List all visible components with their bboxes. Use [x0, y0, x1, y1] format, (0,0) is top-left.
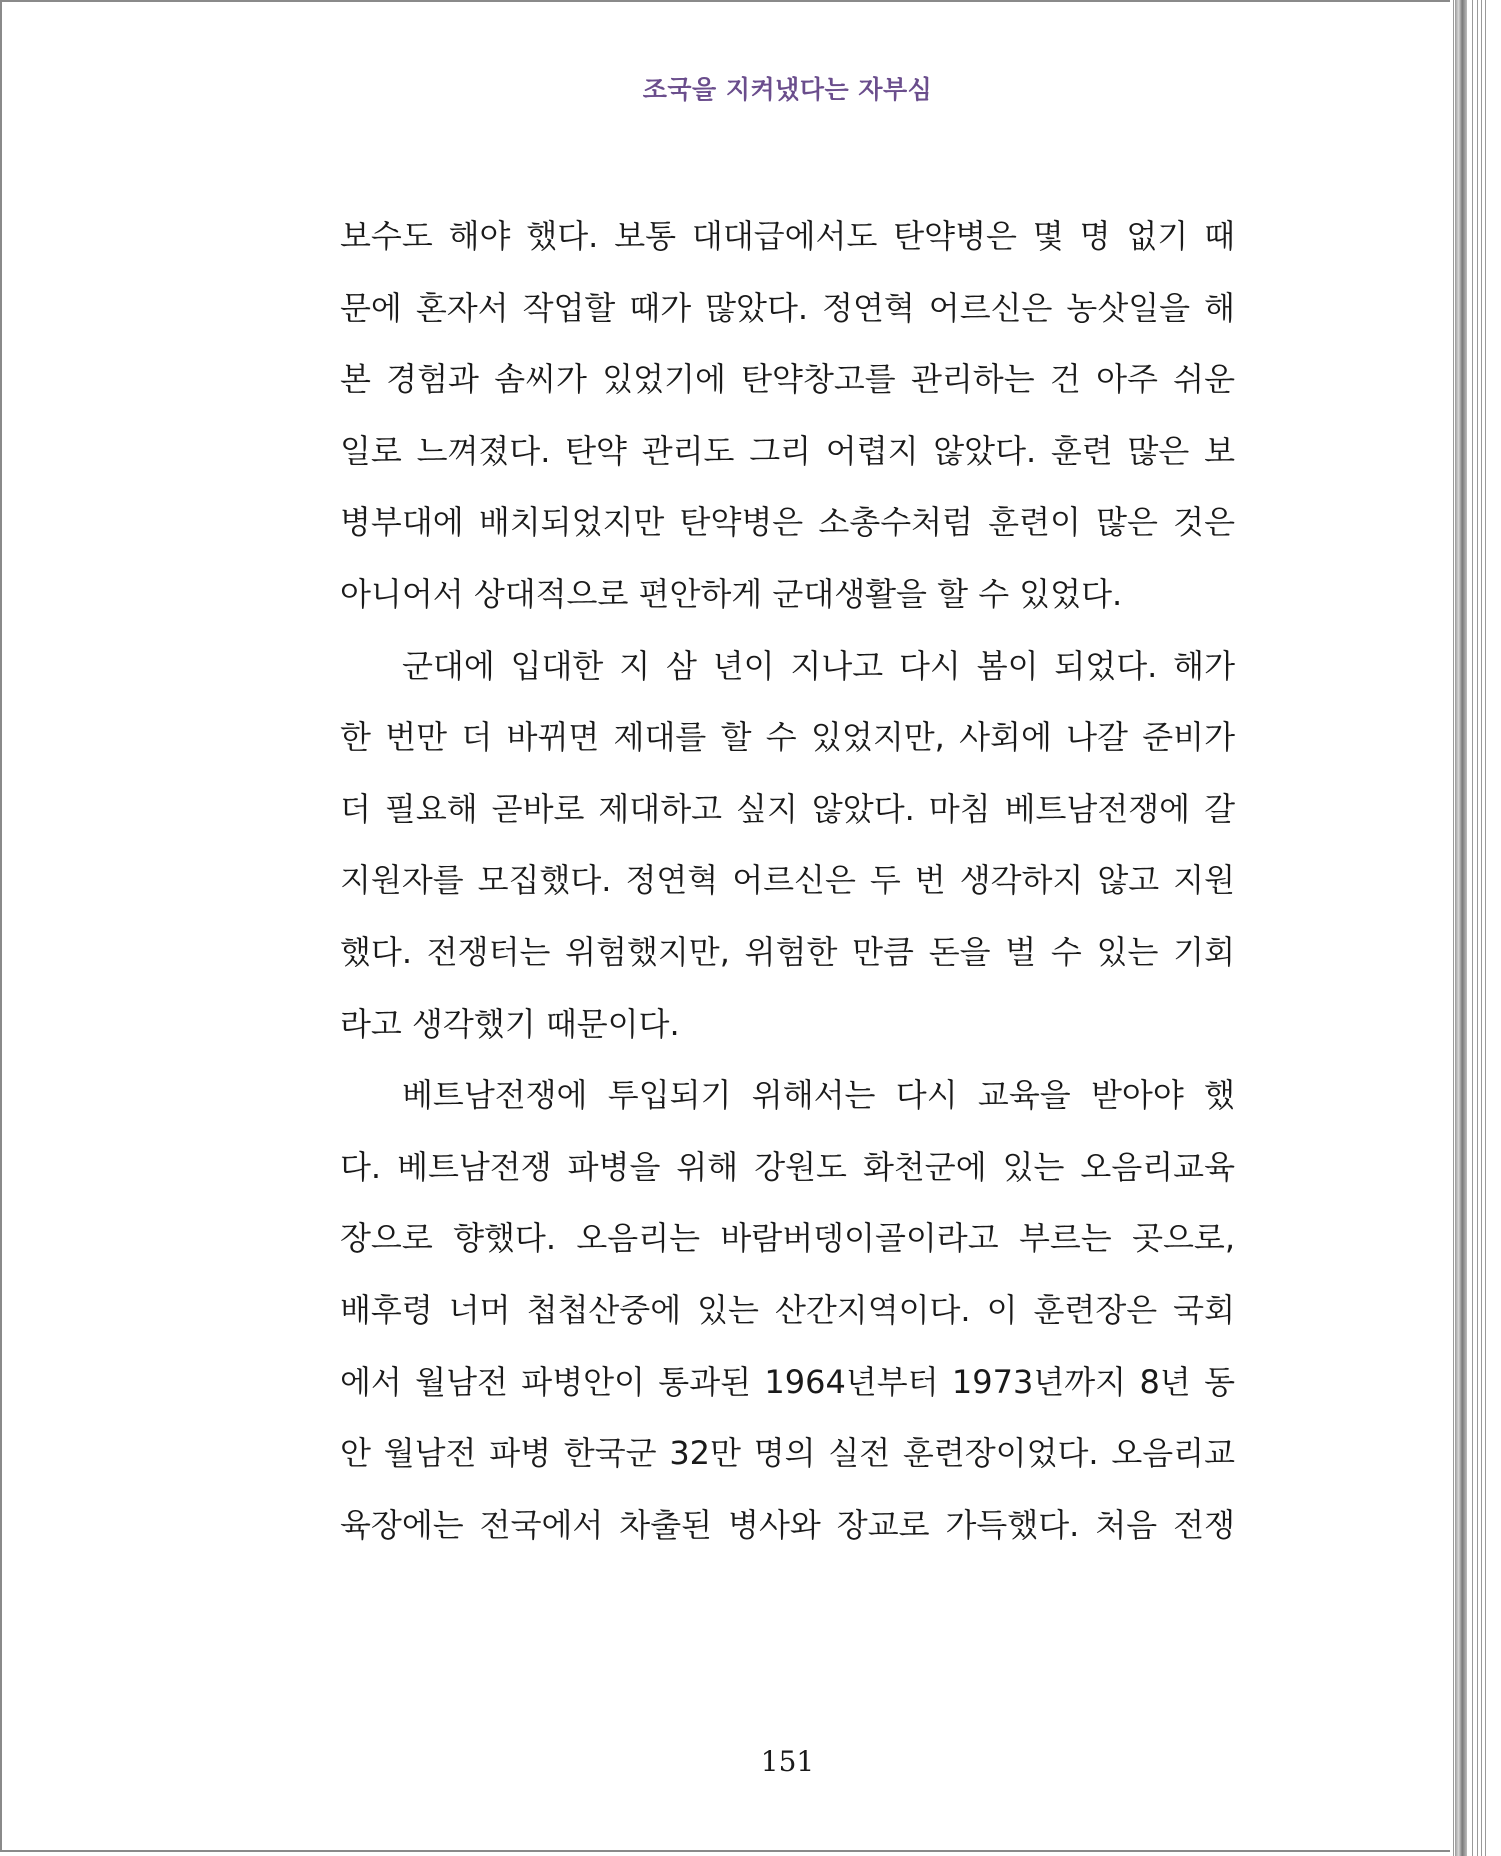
text-line: 장으로 향했다. 오음리는 바람버뎅이골이라고 부르는 곳으로, [340, 1219, 1235, 1258]
text-line: 했다. 전쟁터는 위험했지만, 위험한 만큼 돈을 벌 수 있는 기회 [340, 932, 1235, 971]
body-text [340, 208, 1235, 1568]
text-line: 다. 베트남전쟁 파병을 위해 강원도 화천군에 있는 오음리교육 [340, 1147, 1235, 1186]
text-line: 병부대에 배치되었지만 탄약병은 소총수처럼 훈련이 많은 것은 [340, 503, 1235, 542]
text-line: 본 경험과 솜씨가 있었기에 탄약창고를 관리하는 건 아주 쉬운 [340, 360, 1235, 399]
text-line: 더 필요해 곧바로 제대하고 싶지 않았다. 마침 베트남전쟁에 갈 [340, 789, 1235, 828]
running-head: 조국을 지켜냈다는 자부심 [642, 75, 933, 104]
text-line: 배후령 너머 첩첩산중에 있는 산간지역이다. 이 훈련장은 국회 [340, 1290, 1235, 1329]
text-line: 한 번만 더 바뀌면 제대를 할 수 있었지만, 사회에 나갈 준비가 [340, 718, 1235, 757]
text-line: 에서 월남전 파병안이 통과된 1964년부터 1973년까지 8년 동 [340, 1362, 1235, 1401]
text-line: 아니어서 상대적으로 편안하게 군대생활을 할 수 있었다. [340, 574, 1123, 613]
text-line: 군대에 입대한 지 삼 년이 지나고 다시 봄이 되었다. 해가 [402, 646, 1235, 685]
text-line: 보수도 해야 했다. 보통 대대급에서도 탄약병은 몇 명 없기 때 [340, 217, 1235, 255]
text-line: 안 월남전 파병 한국군 32만 명의 실전 훈련장이었다. 오음리교 [340, 1434, 1235, 1473]
text-line: 일로 느껴졌다. 탄약 관리도 그리 어렵지 않았다. 훈련 많은 보 [340, 431, 1235, 470]
page-spine-shadow [1455, 0, 1467, 1856]
text-line: 문에 혼자서 작업할 때가 많았다. 정연혁 어르신은 농삿일을 해 [340, 288, 1235, 327]
page-number: 151 [760, 1745, 815, 1778]
text-line: 베트남전쟁에 투입되기 위해서는 다시 교육을 받아야 했 [402, 1076, 1235, 1115]
text-line: 라고 생각했기 때문이다. [340, 1004, 680, 1043]
text-line: 지원자를 모집했다. 정연혁 어르신은 두 번 생각하지 않고 지원 [340, 861, 1235, 900]
text-line: 육장에는 전국에서 차출된 병사와 장교로 가득했다. 처음 전쟁 [340, 1505, 1235, 1544]
